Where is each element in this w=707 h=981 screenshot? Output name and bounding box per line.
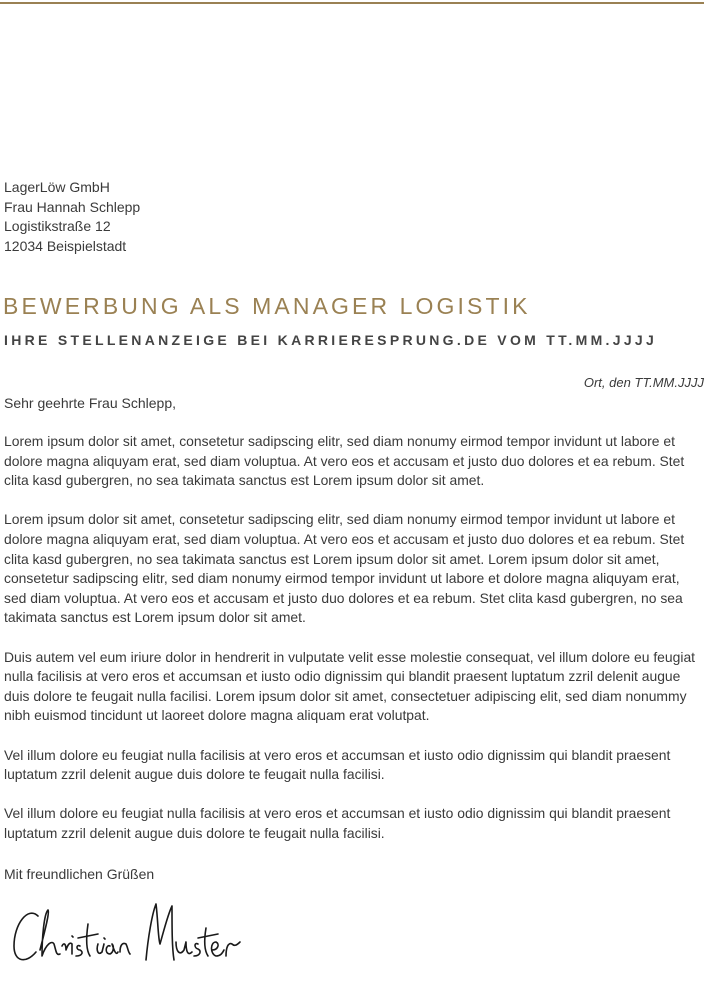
- letter-title: BEWERBUNG ALS MANAGER LOGISTIK: [3, 293, 531, 319]
- salutation: Sehr geehrte Frau Schlepp,: [4, 395, 176, 411]
- top-accent-rule: [0, 2, 704, 4]
- body-paragraph-2: Lorem ipsum dolor sit amet, consetetur sadipscing elitr, sed diam nonumy eirmod tempor invidunt ut labore et dolore magna aliquyam erat, sed diam voluptua. At vero eos et accusam et justo duo dolores et ea rebum. Stet clita kasd gubergren, no sea takimata sanctus est Lorem ipsum dolor sit amet. Lorem ipsum dolor sit amet, consetetur sadipscing elitr, sed diam nonumy eirmod tempor invidunt ut labore et dolore magna aliquyam erat, sed diam voluptua. At vero eos et accusam et justo duo dolores et ea rebum. Stet clita kasd gubergren, no sea takimata sanctus est Lorem ipsum dolor sit amet.: [4, 511, 685, 626]
- body-paragraph-4: Vel illum dolore eu feugiat nulla facilisis at vero eros et accumsan et iusto odio dignissim qui blandit praesent luptatum zzril delenit augue duis dolore te feugait nulla facilisi.: [4, 746, 671, 783]
- recipient-contact: Frau Hannah Schlepp: [4, 198, 141, 215]
- place-date: Ort, den TT.MM.JJJJ: [583, 375, 704, 390]
- closing-greeting: Mit freundlichen Grüßen: [4, 866, 155, 882]
- letter-body: [4, 432, 704, 863]
- body-paragraph-5: Vel illum dolore eu feugiat nulla facilisis at vero eros et accumsan et iusto odio dignissim qui blandit praesent luptatum zzril delenit augue duis dolore te feugait nulla facilisi.: [4, 805, 671, 841]
- recipient-address: [4, 178, 140, 256]
- recipient-company: LagerLöw GmbH: [4, 179, 110, 195]
- recipient-street: Logistikstraße 12: [4, 218, 111, 234]
- body-paragraph-1: Lorem ipsum dolor sit amet, consetetur sadipscing elitr, sed diam nonumy eirmod tempor invidunt ut labore et dolore magna aliquyam erat, sed diam voluptua. At vero eos et accusam et justo duo dolores et ea rebum. Stet clita kasd gubergren, no sea takimata sanctus est Lorem ipsum dolor sit amet.: [4, 433, 685, 489]
- signature-icon: [6, 894, 254, 978]
- recipient-city: 12034 Beispielstadt: [4, 237, 127, 254]
- letter-subtitle: IHRE STELLENANZEIGE BEI KARRIERESPRUNG.DE VOM TT.MM.JJJJ: [4, 332, 658, 348]
- body-paragraph-3: Duis autem vel eum iriure dolor in hendrerit in vulputate velit esse molestie consequat, vel illum dolore eu feugiat nulla facilisis at vero eros et accumsan et iusto odio dignissim qui blandit praesent luptatum zzril delenit augue duis dolore te feugait nulla facilisi. Lorem ipsum dolor sit amet, consectetuer adipiscing elit, sed diam nonummy nibh euismod tincidunt ut laoreet dolore magna aliquam erat volutpat.: [4, 648, 696, 724]
